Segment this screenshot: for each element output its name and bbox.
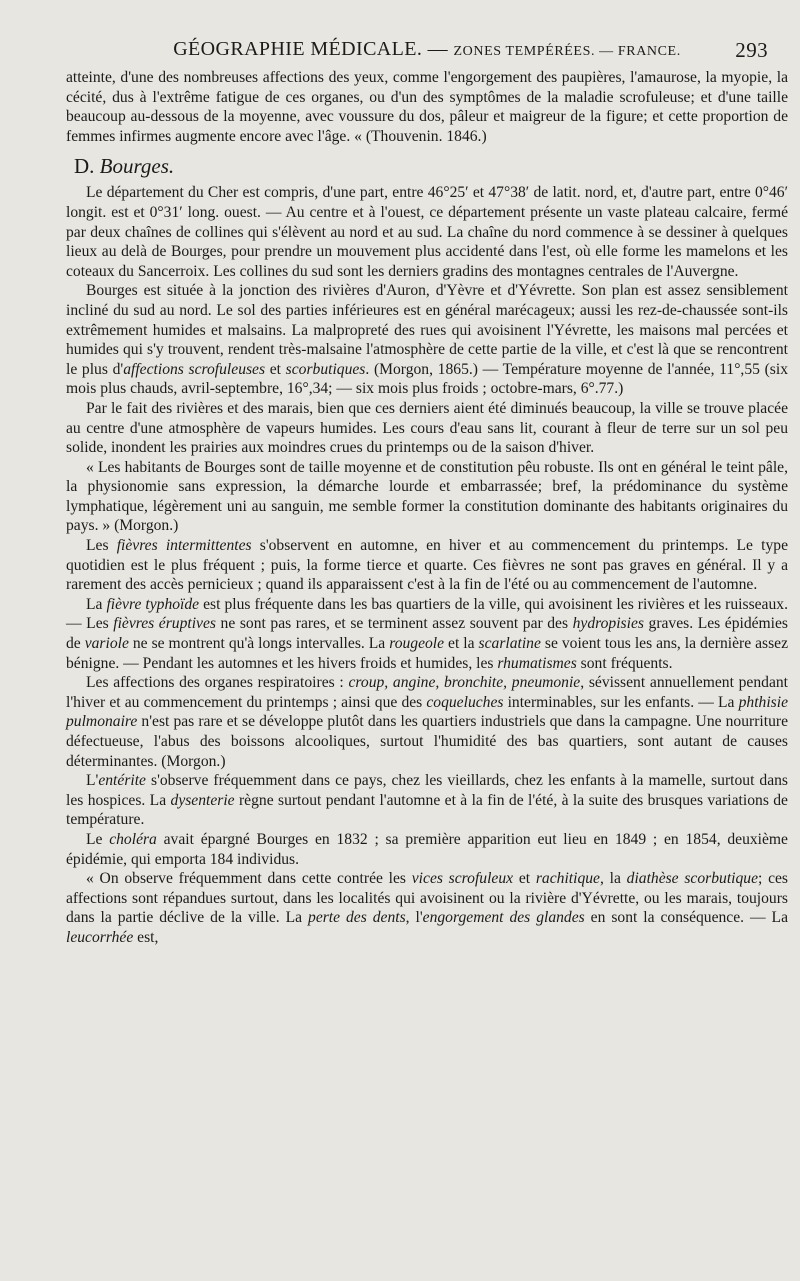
text-run: s'observent en automne, en hiver et au commencement du printemps. Le type quotidien est le plus fréquent ; puis, la forme tierce et quarte. Ces fièvres ne sont pas graves en général. Il y a rarement des accès pernicieux ; quand ils apparaissent c'est à la fin de l'été ou au commencement de l'automne. [66,537,788,594]
paragraph-city-site [66,281,788,399]
text-run: et [513,870,536,888]
running-title [173,38,681,61]
text-run: graves. Les épidémies de [66,615,788,653]
emphasis: affections scrofuleuses [123,360,266,378]
paragraph-typhoid [66,595,788,673]
text-run: n'est pas rare et se développe plutôt dans les quartiers industriels que dans la campagne. Une nourriture défectueuse, l'abus des boissons alcooliques, surtout l'humidité des bas quartiers, sont autant de causes déterminantes. (Morgon.) [66,713,788,770]
text-run: L' [86,772,99,790]
text-run: sont fréquents. [576,654,673,672]
emphasis: leucorrhée [66,928,134,946]
emphasis: dysenterie [170,791,235,809]
emphasis: vices scrofuleux [411,870,514,888]
emphasis: croup, angine, bronchite, pneumonie [348,674,581,692]
text-run: Les [86,537,117,555]
text-run: , sévissent annuellement pendant l'hiver et au commencement du printemps ; ainsi que des [66,674,788,711]
section-heading [74,154,788,178]
text-run: et la [444,635,479,653]
emphasis: choléra [109,830,157,848]
text-run: est, [133,928,159,946]
running-title-main: GÉOGRAPHIE MÉDICALE. — [173,38,449,60]
text-run: se voient tous les ans, la dernière assez bénigne. — Pendant les automnes et les hivers froids et humides, les [66,635,788,672]
text-run: règne surtout pendant l'automne et à la fin de l'été, à la suite des brusques variations de température. [66,791,788,829]
text-run: La [86,595,107,613]
paragraph-enteritis [66,771,788,830]
text-run: ne sont pas rares, et se terminent assez souvent par des [215,615,573,633]
emphasis: fièvres intermittentes [116,537,252,555]
emphasis: scarlatine [478,635,541,653]
paragraph-respiratory [66,673,788,771]
body-text [66,68,788,948]
text-run: « On observe fréquemment dans cette contrée les [86,870,412,888]
paragraph-continued: atteinte, d'une des nombreuses affections des yeux, comme l'engorgement des paupières, l'amaurose, la myopie, la cécité, dus à l'extrême fatigue de ces organes, ou d'un des symptômes de la maladie scrofuleuse; et d'une taille beaucoup au-dessous de la moyenne, avec voussure du dos, pâleur et maigreur de la figure; et cette proportion de femmes infirmes augmente encore avec l'âge. « (Thouvenin. 1846.) [66,69,788,145]
text-run: , l' [405,909,423,927]
text-run: . (Morgon, 1865.) — Température moyenne de l'année, 11°,55 (six mois plus chauds, avril-septembre, 16°,34; — six mois plus froids ; octobre-mars, 6°.77.) [66,360,788,398]
emphasis: fièvres éruptives [113,615,216,633]
paragraph-intermittent-fevers [66,536,788,595]
emphasis: coqueluches [426,693,504,711]
emphasis: engorgement des glandes [422,909,585,927]
paragraph-geography: Le département du Cher est compris, d'une part, entre 46°25′ et 47°38′ de latit. nord, et, d'autre part, entre 0°46′ longit. est et 0°31′ long. ouest. — Au centre et à l'ouest, ce département présente un vaste plateau calcaire, fermé par deux chaînes de collines qui s'élèvent au nord et au sud. La chaîne du nord commence à se dessiner à quelques lieux au delà de Bourges, pour prendre un mouvement plus accidenté dans l'est, où elle forme les mamelons et les coteaux du Sancerroix. Les collines du sud sont les derniers gradins des montagnes centrales de l'Auvergne. [66,184,788,280]
emphasis: fièvre typhoïde [106,595,200,613]
paragraph-inhabitants: « Les habitants de Bourges sont de taille moyenne et de constitution pêu robuste. Ils ont en général le teint pâle, la physionomie sans expression, la démarche lourde et embarrassée; bref, la prédominance du système lymphatique, légèrement uni au sanguin, me semble former la constitution dominante des habitants originaires du pays. » (Morgon.) [66,458,788,535]
emphasis: hydropisies [572,615,644,633]
emphasis: rhumatismes [497,654,577,672]
emphasis: phthisie pulmonaire [66,693,788,731]
paragraph-cholera [66,830,788,869]
text-run: avait épargné Bourges en 1832 ; sa première apparition eut lieu en 1849 ; en 1854, deuxième épidémie, qui emporta 184 individus. [66,830,788,868]
paragraph-rivers: Par le fait des rivières et des marais, bien que ces derniers aient été diminués beaucoup, la ville se trouve placée au centre d'une atmosphère de vapeurs humides. Les cours d'eau sans lit, courant à fleur de terre sur un sol peu solide, inondent les prairies aux moindres crues du printemps ou de la saison d'hiver. [66,399,788,457]
emphasis: scorbutiques [285,360,366,378]
text-run: Bourges est située à la jonction des rivières d'Auron, d'Yèvre et d'Yévrette. Son plan est assez sensiblement incliné du sud au nord. Le sol des parties inférieures est en général marécageux; aussi les rez-de-chaussée sont-ils extrêmement humides et malsains. La malpropreté des rues qui avoisinent l'Yévrette, les maisons mal percées et humides qui s'y trouvent, rendent très-malsaine l'atmosphère de cette partie de la ville, et c'est là que se rencontrent le plus d' [66,282,788,378]
running-title-sub: ZONES TEMPÉRÉES. — FRANCE. [453,44,681,59]
page-number: 293 [735,38,768,62]
running-head [66,38,788,68]
emphasis: rougeole [389,635,445,653]
emphasis: diathèse scorbutique [626,870,758,888]
emphasis: variole [84,635,129,653]
emphasis: rachitique [535,870,600,888]
emphasis: entérite [98,772,146,790]
section-letter: D. [74,154,95,179]
text-run: et [265,360,286,378]
text-run: s'observe fréquemment dans ce pays, chez les vieillards, chez les enfants à la mamelle, surtout dans les hospices. La [66,772,788,809]
text-run: ne se montrent qu'à longs intervalles. La [128,635,390,653]
text-run: est plus fréquente dans les bas quartiers de la ville, qui avoisinent les rivières et les ruisseaux. — Les [66,595,788,633]
text-run: ; ces affections sont répandues surtout, dans les localités qui avoisinent ou la rivière d'Yévrette, ou les marais, toujours dans la partie déclive de la ville. La [66,870,789,927]
section-name: Bourges. [99,154,175,179]
paragraph-scrofula [66,869,788,947]
text-run: Le [86,830,110,848]
text-run: en sont la conséquence. — La [584,909,788,927]
text-run: interminables, sur les enfants. — La [503,693,739,711]
text-run: , la [599,870,627,888]
text-run: Les affections des organes respiratoires : [86,674,349,692]
emphasis: perte des dents [308,909,406,927]
